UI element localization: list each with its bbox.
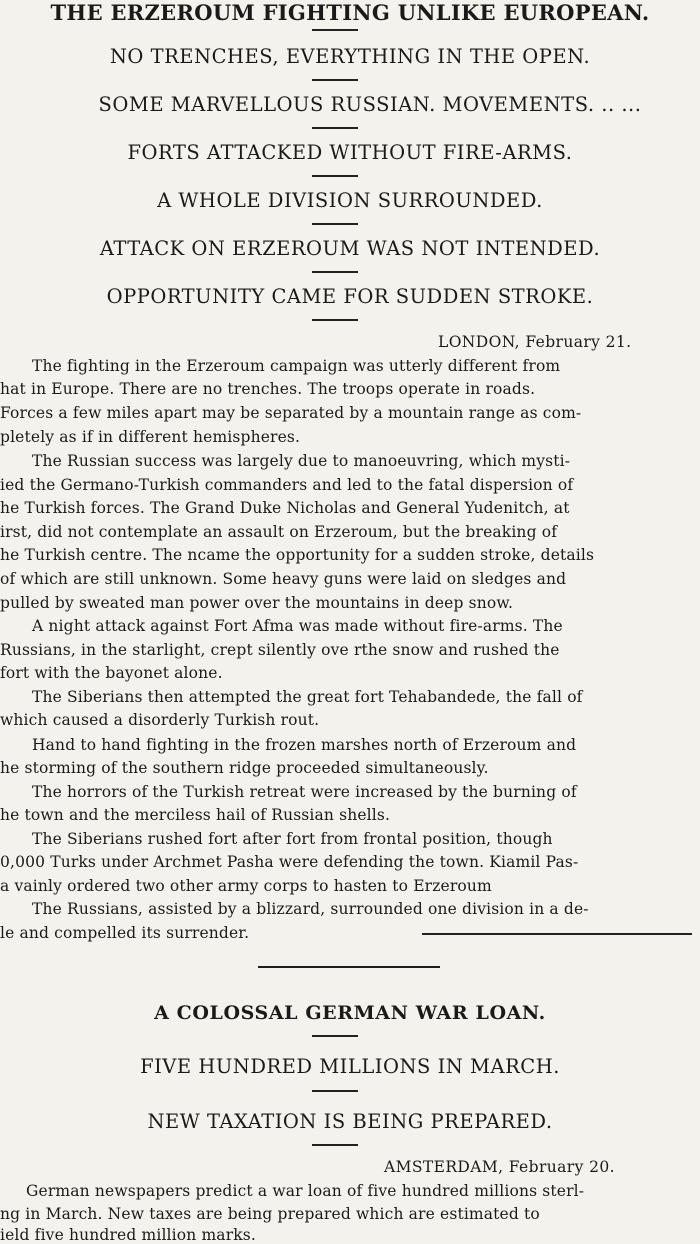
article1-line: 0,000 Turks under Archmet Pasha were defending the town. Kiamil Pas-	[0, 853, 579, 871]
article2-headline: A COLOSSAL GERMAN WAR LOAN.	[154, 1002, 546, 1024]
article2-subhead-1: FIVE HUNDRED MILLIONS IN MARCH.	[140, 1055, 560, 1078]
article1-line: he Turkish centre. The ncame the opportunity for a sudden stroke, details	[0, 546, 595, 564]
article1-line: A night attack against Fort Afma was made without fire-arms. The	[32, 617, 563, 635]
article2-line: ield five hundred million marks.	[0, 1226, 256, 1244]
article1-line: The Russian success was largely due to manoeuvring, which mysti-	[32, 452, 571, 470]
article1-dateline: LONDON, February 21.	[438, 333, 632, 351]
article1-subhead-2: SOME MARVELLOUS RUSSIAN. MOVEMENTS. .. ...	[98, 93, 642, 116]
article1-line: he Turkish forces. The Grand Duke Nicholas and General Yudenitch, at	[0, 499, 570, 517]
article1-line: le and compelled its surrender.	[0, 924, 250, 942]
article1-line: The Siberians rushed fort after fort from frontal position, though	[32, 830, 553, 848]
subhead-rule	[312, 127, 358, 129]
article2-dateline: AMSTERDAM, February 20.	[384, 1158, 615, 1176]
article1-line: Hand to hand fighting in the frozen marshes north of Erzeroum and	[32, 736, 577, 754]
article1-subhead-5: ATTACK ON ERZEROUM WAS NOT INTENDED.	[99, 237, 601, 260]
article1-line: he town and the merciless hail of Russian shells.	[0, 806, 391, 824]
article1-subhead-3: FORTS ATTACKED WITHOUT FIRE-ARMS.	[127, 141, 573, 164]
article2-line: ng in March. New taxes are being prepared which are estimated to	[0, 1205, 540, 1223]
article1-line: Russians, in the starlight, crept silently ove rthe snow and rushed the	[0, 641, 560, 659]
article1-line: The Russians, assisted by a blizzard, surrounded one division in a de-	[32, 900, 589, 918]
headline-rule	[312, 29, 358, 31]
article1-line: irst, did not contemplate an assault on Erzeroum, but the breaking of	[0, 523, 558, 541]
article1-line: a vainly ordered two other army corps to hasten to Erzeroum	[0, 877, 492, 895]
subhead-rule	[312, 1090, 358, 1092]
article1-line: fort with the bayonet alone.	[0, 664, 223, 682]
article1-line: he storming of the southern ridge proceeded simultaneously.	[0, 759, 489, 777]
article1-line: pulled by sweated man power over the mountains in deep snow.	[0, 594, 514, 612]
article1-subhead-4: A WHOLE DIVISION SURROUNDED.	[157, 189, 543, 212]
article1-line: The fighting in the Erzeroum campaign was utterly different from	[32, 357, 561, 375]
article1-line: ied the Germano-Turkish commanders and led to the fatal dispersion of	[0, 476, 574, 494]
article1-line: The Siberians then attempted the great fort Tehabandede, the fall of	[32, 688, 583, 706]
article1-line: The horrors of the Turkish retreat were increased by the burning of	[32, 783, 577, 801]
article2-subhead-2: NEW TAXATION IS BEING PREPARED.	[147, 1110, 553, 1133]
subhead-rule	[312, 1144, 358, 1146]
headline-rule	[312, 1035, 358, 1037]
article1-line: Forces a few miles apart may be separated by a mountain range as com-	[0, 404, 582, 422]
article1-line: which caused a disorderly Turkish rout.	[0, 711, 320, 729]
article1-line: hat in Europe. There are no trenches. The troops operate in roads.	[0, 380, 536, 398]
subhead-rule	[312, 79, 358, 81]
subhead-rule	[312, 175, 358, 177]
subhead-rule	[312, 319, 358, 321]
article1-line: pletely as if in different hemispheres.	[0, 428, 301, 446]
subhead-rule	[312, 271, 358, 273]
end-rule	[422, 933, 692, 935]
article1-subhead-6: OPPORTUNITY CAME FOR SUDDEN STROKE.	[106, 285, 594, 308]
article2-line: German newspapers predict a war loan of five hundred millions sterl-	[26, 1182, 585, 1200]
subhead-rule	[312, 223, 358, 225]
section-divider	[258, 966, 440, 968]
article1-line: of which are still unknown. Some heavy guns were laid on sledges and	[0, 570, 567, 588]
article1-headline: THE ERZEROUM FIGHTING UNLIKE EUROPEAN.	[50, 0, 650, 25]
article1-subhead-1: NO TRENCHES, EVERYTHING IN THE OPEN.	[109, 45, 591, 68]
